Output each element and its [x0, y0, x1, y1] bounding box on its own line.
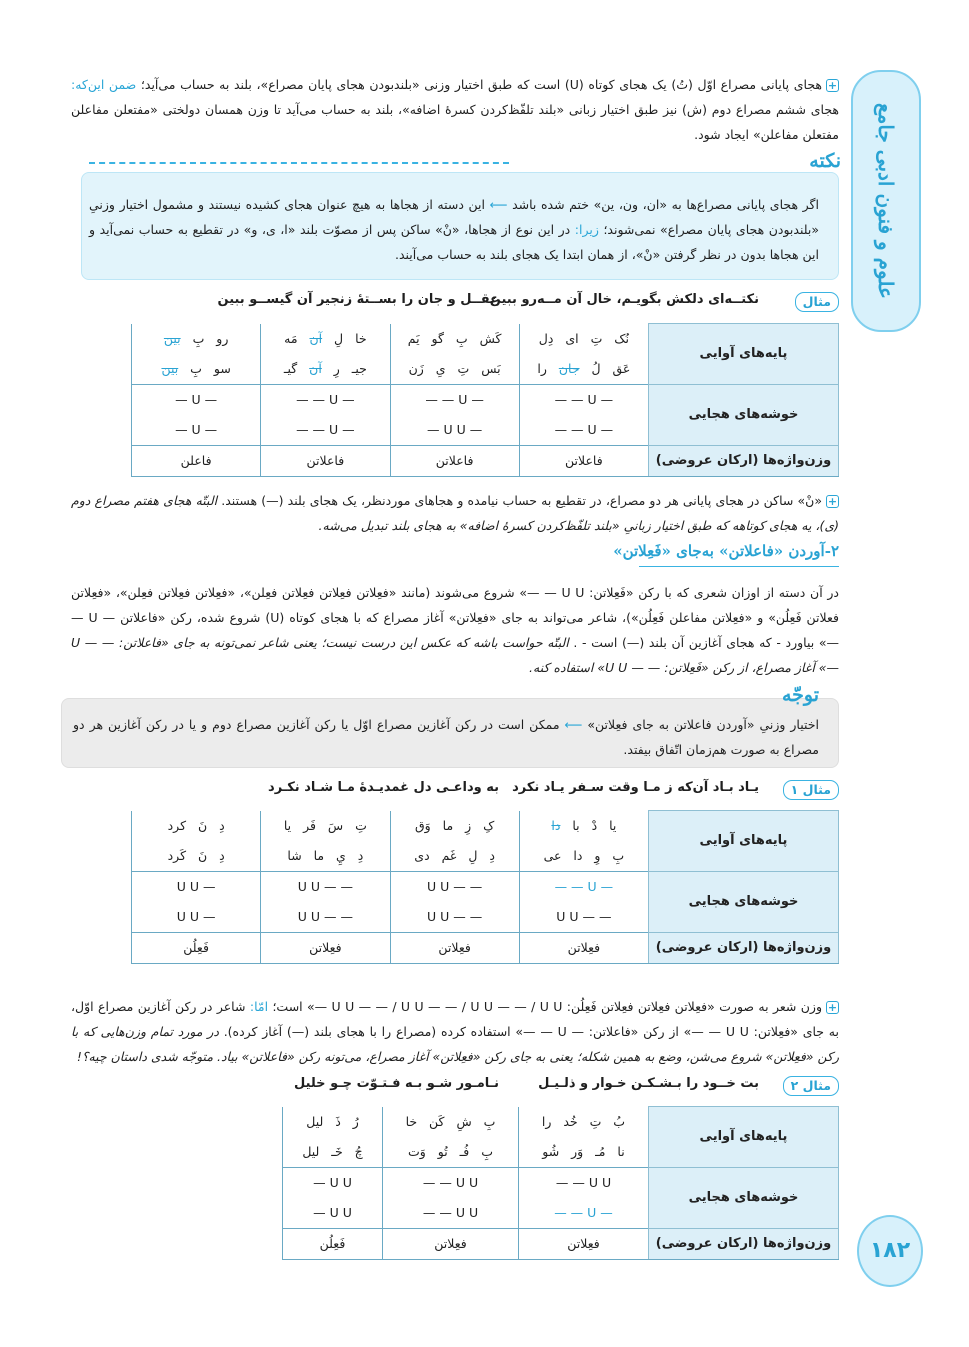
note3-b-it: در مورد تمام وزن‌هایی که با رکن «فعِلاتن» شروع می‌شن، وضع به همین شکله؛ یعنی به جای رکن «فعِلاتن» آغاز مصراع، می‌تونه رکن «فاعلاتن» بیاد. متوجّه شدی داستان چیه؟! [71, 1024, 839, 1064]
syl-cell: دِ نَ کرد [132, 811, 261, 841]
note1-c: در این نوع از هجاها، «نْ» ساکن پس از مصوّت بلند «ا، ی، و» در تقطیع به حساب نمی‌آید و این هجاها بدون در نظر گرفتن «نْ»، از همان ابتدا یک هجای بلند به حساب می‌آیند. [89, 222, 819, 262]
cluster-cell: — — U U [261, 902, 390, 933]
syl-cell: دِ لِ غَم دی [390, 841, 519, 872]
syl-cell: عَق لُ جان را [519, 354, 648, 385]
cluster-cell: — — U U [519, 902, 648, 933]
meter-cell: فعِلاتن [519, 932, 648, 963]
arrow-icon: ⟵ [564, 717, 583, 732]
note1-title: نکته [809, 150, 841, 172]
arrow-icon: ⟵ [489, 197, 508, 212]
scansion-table-0 [131, 323, 839, 477]
example-1-header [129, 780, 839, 802]
verse-2: عقــل و جان را بســتهٔ زنجیر آن گیســو ببین [217, 292, 499, 307]
meter-cell: فاعلاتن [261, 445, 390, 476]
syl-cell: نُک تِ ای دِل [519, 324, 648, 354]
meter-cell: فَعِلُن [132, 932, 261, 963]
plus-icon: + [827, 1001, 838, 1014]
row-title-meters: وزن‌واژه‌ها (ارکان عروضی) [649, 1228, 839, 1259]
syl-cell: بُ تِ خُد را [519, 1107, 649, 1137]
syl-cell: خا لِ آن مَه [261, 324, 390, 354]
verse-1: نکتــه‌ای دلکش بگویـم، خال آن مــه‌رو ببین [489, 292, 759, 307]
row-title-syllables: پایه‌های آوایی [649, 1107, 839, 1168]
syl-cell: رُ ذَ لیل [283, 1107, 383, 1137]
row-title-syllables: پایه‌های آوایی [649, 324, 839, 385]
note-n [71, 488, 839, 538]
note2-text [73, 712, 819, 762]
plus-icon: + [827, 495, 838, 508]
row-title-clusters: خوشه‌های هجایی [649, 384, 839, 445]
cluster-cell: — U — — [261, 384, 390, 415]
side-title-ribbon [851, 70, 921, 332]
syl-cell: یا دْ با دا [519, 811, 648, 841]
intro-line-1: هجای پایانی مصراع اوّل (تُ) یک هجای کوتاه (U) است که طبق اختیار وزنی «بلندبودن هجای پایان مصراع»، بلند به حساب می‌آید؛ [140, 77, 822, 92]
scansion-table-1 [131, 810, 839, 964]
example-label: مثال [795, 292, 839, 312]
meter-cell: فاعلاتن [519, 445, 648, 476]
cluster-cell-highlight: — U — — [519, 1198, 649, 1229]
verse-2: نـامـور شـو بـه فـتـوّت چـو خلیل [293, 1076, 499, 1091]
note3-b: شاعر در رکن آغازین مصراع اوّل، به جای «فعِلاتن: U U — —» از رکن «فاعلاتن: — U — —» استفاده کرده (مصراع را با هجای بلند (—) آغاز کرده). [71, 999, 839, 1039]
verse-1: بت خــود را بـشـکـن خـوار و ذلـیـل [538, 1076, 759, 1091]
cluster-cell: U U — — [383, 1167, 519, 1198]
syl-cell: بَس تِ یِ زَن [390, 354, 519, 385]
meter-cell: فاعلاتن [390, 445, 519, 476]
syl-cell: دِ يِ ما شا [261, 841, 390, 872]
syl-cell: رو بِ بین [132, 324, 261, 354]
scansion-table-2 [131, 1106, 839, 1260]
cluster-cell: — U — — [519, 415, 648, 446]
section-2-title: ۲-آوردن «فاعلاتن» به‌جای «فَعِلاتن» [613, 542, 839, 560]
cluster-cell: — U U — [390, 415, 519, 446]
cluster-cell: — U — — [261, 415, 390, 446]
note-n-a-it: البتّه هجای هفتم مصراع دوم [71, 493, 218, 508]
note1-text [89, 192, 819, 267]
intro-line-2: هجای ششم مصراع دوم (ش) نیز طبق اختیار زبانی «بلند تلفّظ‌کردن کسرهٔ اضافه»، بلند به حساب می‌آید تا وزن همسان دولختی «مفتعلن مفاعلن مفتعلن مفاعلن» ایجاد شود. [71, 102, 839, 142]
example-label: مثال ۱ [783, 780, 839, 800]
note1-blue: زیرا: [574, 222, 599, 237]
note3-a: وزن شعر به صورت «فعِلاتن فعِلاتن فعِلاتن فَعِلُن: U U — — / U U — — / U U — — / U U —» است؛ [272, 999, 823, 1014]
cluster-cell: — U U [132, 871, 261, 902]
example-label: مثال ۲ [783, 1076, 839, 1096]
meter-cell: فعِلاتن [519, 1228, 649, 1259]
row-title-clusters: خوشه‌های هجایی [649, 1167, 839, 1228]
row-title-syllables: پایه‌های آوایی [649, 811, 839, 872]
cluster-cell: U U — — [519, 1167, 649, 1198]
empty-cell [132, 1137, 283, 1168]
syl-cell: کَش بِ گو یَم [390, 324, 519, 354]
syl-cell: کِ زِ ما وَق [390, 811, 519, 841]
note1-b: این دسته از هجاها به هیچ عنوان هجای کشیده نیستند و مشمول اختیار وزنیِ «بلندبودن هجای پایان مصراع» نمی‌شوند؛ [89, 197, 819, 237]
example-0-header [129, 292, 839, 314]
cluster-cell-highlight: — U — — [519, 871, 648, 902]
empty-cell [132, 1228, 283, 1259]
note2-title: توجّه [781, 684, 819, 706]
cluster-cell: — U — [132, 415, 261, 446]
empty-cell [132, 1107, 283, 1137]
cluster-cell: U U — [283, 1198, 383, 1229]
cluster-cell: — U — — [390, 384, 519, 415]
meter-cell: فعِلاتن [383, 1228, 519, 1259]
syl-cell: بِ وِ دا عی [519, 841, 648, 872]
cluster-cell: U U — — [383, 1198, 519, 1229]
cluster-cell: — U U [132, 902, 261, 933]
section-2-paragraph [71, 580, 839, 680]
empty-cell [132, 1198, 283, 1229]
side-title: علوم و فنون ادبی جامع [874, 103, 898, 299]
note1-a: اگر هجای پایانی مصراع‌ها به «ان، ون، ین» ختم شده باشد [512, 197, 819, 212]
row-title-meters: وزن‌واژه‌ها (ارکان عروضی) [649, 445, 839, 476]
row-title-clusters: خوشه‌های هجایی [649, 871, 839, 932]
cluster-cell: — — U U [390, 871, 519, 902]
note-n-a: «نْ» ساکن در هجای پایانی هر دو مصراع، در تقطیع به حساب نیامده و هجاهای موردنظر، یک هجای بلند (—) هستند. [221, 493, 822, 508]
verse-2: به وداعـی دل غمدیـدهٔ مـا شـاد نکـرد [268, 780, 499, 795]
plus-icon: + [827, 79, 838, 92]
meter-cell: فاعلن [132, 445, 261, 476]
syl-cell: بِ شِ کَن خا [383, 1107, 519, 1137]
cluster-cell: — U — [132, 384, 261, 415]
syl-cell: سو بِ بین [132, 354, 261, 385]
sec2-p1: در آن دسته از اوزان شعری که با رکن «فَعِلاتن: U U — —» شروع می‌شوند (مانند «فعِلاتن فعِلاتن فعِلاتن فعِلن»، «فعِلاتن فعِلاتن فعِلن»، «فعِلاتن فعلاتن فَعِلُن» و «فعِلاتن مفاعلن فَعِلُن»)، شاعر می‌تواند به جای «فعِلاتن» آغاز مصراع که با هجای کوتاه (U) شروع شده، رکن «فاعلاتن — U — —» بیاورد - که هجای آغازین آن بلند (—) است - . [71, 585, 839, 650]
page-number-badge: ۱۸۲ [857, 1215, 923, 1287]
intro-paragraph [71, 72, 839, 147]
syl-cell: چُ خَـ لیل [283, 1137, 383, 1168]
note2-b: ممکن است در رکن آغازین مصراع اوّل یا رکن آغازین مصراع دوم و یا در رکن آغازین هر دو مصراع به صورت هم‌زمان اتّفاق بیفتد. [73, 717, 819, 757]
example-2-header [129, 1076, 839, 1098]
cluster-cell: — — U U [390, 902, 519, 933]
row-title-meters: وزن‌واژه‌ها (ارکان عروضی) [649, 932, 839, 963]
syl-cell: نا مُـ وَر شُو [519, 1137, 649, 1168]
meter-cell: فعِلاتن [390, 932, 519, 963]
intro-blue-word: ضمن این‌که: [71, 77, 137, 92]
note3-blue: امّا: [249, 999, 269, 1014]
note1-dash-line [89, 162, 509, 164]
cluster-cell: — U — — [519, 384, 648, 415]
meter-cell: فعِلاتن [261, 932, 390, 963]
syl-cell: بِ فُـ تُو وَت [383, 1137, 519, 1168]
note2-a: اختیار وزنیِ «آوردن فاعلاتن به جای فعِلاتن» [587, 717, 819, 732]
note-3 [71, 994, 839, 1069]
note-n-b-it: (ی)، یه هجای کوتاهه که طبق اختیار زبانیِ «بلند تلفّظ‌کردن کسرهٔ اضافه» به هجای بلند تبدیل می‌شه. [318, 518, 839, 533]
empty-cell [132, 1167, 283, 1198]
cluster-cell: — — U U [261, 871, 390, 902]
syl-cell: جیـ رِ آن گیـ [261, 354, 390, 385]
sec2-p1-it: البتّه حواست باشه که عکس این درست نیست؛ یعنی شاعر نمی‌تونه به جای «فاعلاتن: — — U —» آغاز مصراع، از رکن «فَعِلاتن: — — U U» استفاده کنه. [71, 635, 839, 675]
verse-1: یـاد بـاد آن‌که ز مـا وقت سـفر یـاد نکرد [512, 780, 759, 795]
syl-cell: تِ سَ فَر یا [261, 811, 390, 841]
syl-cell: دِ نَ کَرد [132, 841, 261, 872]
section-2-underline [639, 566, 839, 567]
meter-cell: فَعِلُن [283, 1228, 383, 1259]
cluster-cell: U U — [283, 1167, 383, 1198]
